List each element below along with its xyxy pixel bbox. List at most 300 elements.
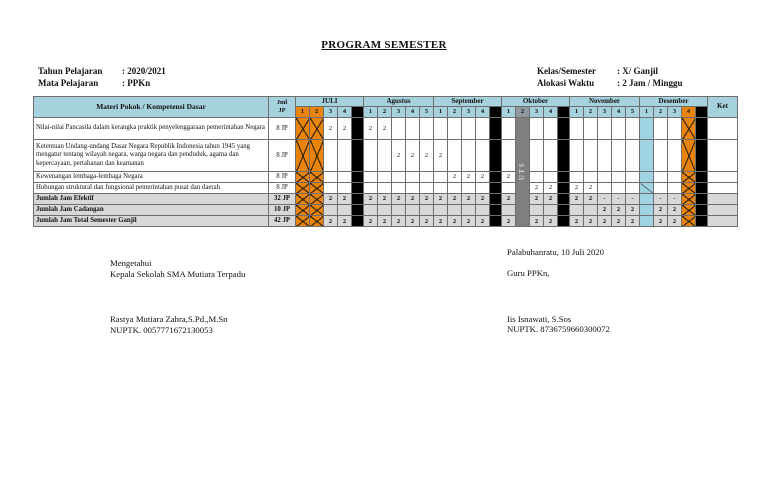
schedule-cell-O1 — [502, 205, 516, 216]
schedule-cell-S3 — [462, 140, 476, 172]
schedule-cell-D2 — [654, 140, 668, 172]
schedule-cell-S1 — [434, 205, 448, 216]
schedule-cell-A4: 2 — [406, 140, 420, 172]
week-header-J1: 1 — [296, 107, 310, 118]
schedule-cell-S3 — [462, 183, 476, 194]
schedule-cell-S4: 2 — [476, 194, 490, 205]
schedule-cell-N4 — [612, 183, 626, 194]
info-block-right — [537, 66, 683, 89]
info-label: Mata Pelajaran — [38, 77, 99, 88]
schedule-cell-J3 — [324, 205, 338, 216]
schedule-cell-J4: 2 — [338, 118, 352, 140]
schedule-cell-O1: 2 — [502, 216, 516, 227]
month-separator — [558, 118, 570, 140]
schedule-cell-A4: 2 — [406, 216, 420, 227]
month-separator — [352, 205, 364, 216]
schedule-cell-A3: 2 — [392, 194, 406, 205]
shaded-week-cell — [640, 183, 654, 194]
schedule-cell-N4 — [612, 140, 626, 172]
info-row-kelas — [537, 66, 683, 78]
schedule-cell-J3: 2 — [324, 216, 338, 227]
schedule-cell-N2 — [584, 140, 598, 172]
schedule-cell-N1 — [570, 118, 584, 140]
schedule-cell-O4: 2 — [544, 183, 558, 194]
row-label: Nilai-nilai Pancasila dalam kerangka praktik penyelenggaraan pemerintahan Negara — [34, 118, 269, 140]
week-header-A4: 4 — [406, 107, 420, 118]
info-row-tahun — [38, 66, 166, 78]
schedule-cell-O1: 2 — [502, 172, 516, 183]
schedule-cell-D2: 2 — [654, 216, 668, 227]
schedule-cell-A4: 2 — [406, 194, 420, 205]
month-separator — [558, 194, 570, 205]
row-jml-jp: 8 JP — [269, 140, 296, 172]
schedule-cell-J3 — [324, 172, 338, 183]
blocked-week-cell — [296, 118, 310, 140]
uts-column — [516, 118, 530, 227]
ket-cell — [708, 183, 738, 194]
schedule-cell-A2 — [378, 183, 392, 194]
schedule-cell-D3 — [668, 172, 682, 183]
schedule-cell-S1: 2 — [434, 194, 448, 205]
blocked-week-cell — [682, 216, 696, 227]
schedule-cell-S2 — [448, 140, 462, 172]
blocked-week-cell — [682, 194, 696, 205]
month-separator — [696, 194, 708, 205]
schedule-cell-A3: 2 — [392, 140, 406, 172]
schedule-cell-O3: 2 — [530, 183, 544, 194]
schedule-cell-O3 — [530, 172, 544, 183]
week-header-N5: 5 — [626, 107, 640, 118]
schedule-cell-N4 — [612, 172, 626, 183]
schedule-cell-O4: 2 — [544, 216, 558, 227]
schedule-cell-A1: 2 — [364, 194, 378, 205]
page-title: PROGRAM SEMESTER — [321, 39, 447, 51]
schedule-cell-N5 — [626, 140, 640, 172]
schedule-cell-O1 — [502, 140, 516, 172]
blocked-week-cell — [296, 183, 310, 194]
schedule-cell-A2 — [378, 205, 392, 216]
blocked-week-cell — [310, 118, 324, 140]
signature-space — [110, 279, 245, 314]
schedule-cell-A5 — [420, 183, 434, 194]
month-separator — [558, 172, 570, 183]
schedule-cell-N5 — [626, 118, 640, 140]
month-separator — [352, 183, 364, 194]
signature-id: NUPTK. 0057771672130053 — [110, 324, 213, 335]
schedule-cell-O4 — [544, 172, 558, 183]
schedule-cell-S1 — [434, 172, 448, 183]
schedule-cell-A1 — [364, 205, 378, 216]
signature-name: Iis Isnawati, S.Sos — [507, 313, 572, 324]
month-separator — [352, 118, 364, 140]
blocked-week-cell — [310, 183, 324, 194]
schedule-cell-O1 — [502, 118, 516, 140]
schedule-cell-D2 — [654, 118, 668, 140]
row-jml-jp: 32 JP — [269, 194, 296, 205]
schedule-cell-N4: 2 — [612, 205, 626, 216]
month-separator — [558, 183, 570, 194]
info-block-left — [38, 66, 166, 89]
schedule-cell-S4: 2 — [476, 216, 490, 227]
blocked-week-cell — [296, 216, 310, 227]
week-header-N1: 1 — [570, 107, 584, 118]
schedule-cell-A3 — [392, 172, 406, 183]
materi-row — [34, 183, 738, 194]
schedule-cell-A5 — [420, 205, 434, 216]
schedule-cell-O4 — [544, 118, 558, 140]
week-header-S2: 2 — [448, 107, 462, 118]
schedule-cell-D2 — [654, 172, 668, 183]
month-separator — [490, 205, 502, 216]
schedule-cell-O1 — [502, 183, 516, 194]
schedule-cell-N3 — [598, 172, 612, 183]
schedule-cell-S4 — [476, 140, 490, 172]
schedule-cell-A1: 2 — [364, 118, 378, 140]
schedule-cell-A4 — [406, 118, 420, 140]
month-separator — [558, 216, 570, 227]
schedule-cell-S1: 2 — [434, 216, 448, 227]
schedule-cell-N3 — [598, 183, 612, 194]
ket-cell — [708, 172, 738, 183]
schedule-cell-N2 — [584, 118, 598, 140]
blocked-week-cell — [682, 172, 696, 183]
schedule-cell-N4: 2 — [612, 216, 626, 227]
signature-space — [507, 258, 610, 269]
ket-cell — [708, 140, 738, 172]
schedule-cell-S4: 2 — [476, 172, 490, 183]
info-label: Alokasi Waktu — [537, 77, 595, 88]
col-header-jml-jp — [269, 97, 296, 118]
month-separator — [696, 140, 708, 172]
month-separator — [490, 107, 502, 118]
program-semester-table — [33, 96, 738, 227]
schedule-cell-J3 — [324, 140, 338, 172]
schedule-cell-S3 — [462, 205, 476, 216]
jml-line2: JP — [278, 107, 286, 114]
shaded-week-cell — [640, 205, 654, 216]
schedule-cell-A1 — [364, 172, 378, 183]
blocked-week-cell — [296, 172, 310, 183]
schedule-cell-S1 — [434, 118, 448, 140]
month-separator — [696, 107, 708, 118]
schedule-cell-N1 — [570, 140, 584, 172]
week-header-A5: 5 — [420, 107, 434, 118]
schedule-cell-N4 — [612, 118, 626, 140]
schedule-cell-J3 — [324, 183, 338, 194]
info-value: : X/ Ganjil — [617, 66, 659, 76]
month-separator — [696, 183, 708, 194]
schedule-cell-S1 — [434, 183, 448, 194]
schedule-cell-N5: 2 — [626, 216, 640, 227]
schedule-cell-S2: 2 — [448, 194, 462, 205]
schedule-cell-N2 — [584, 205, 598, 216]
schedule-cell-S4 — [476, 205, 490, 216]
info-value: : PPKn — [122, 77, 151, 88]
schedule-cell-J4: 2 — [338, 216, 352, 227]
schedule-cell-A3 — [392, 183, 406, 194]
month-separator — [490, 118, 502, 140]
info-value: : 2020/2021 — [122, 66, 166, 76]
week-header-S1: 1 — [434, 107, 448, 118]
schedule-cell-A1 — [364, 183, 378, 194]
week-header-O3: 3 — [530, 107, 544, 118]
week-header-D3: 3 — [668, 107, 682, 118]
blocked-week-cell — [310, 216, 324, 227]
ket-cell — [708, 205, 738, 216]
schedule-cell-N1 — [570, 172, 584, 183]
blocked-week-cell — [682, 183, 696, 194]
schedule-cell-A2 — [378, 140, 392, 172]
blocked-week-cell — [682, 118, 696, 140]
signature-block-right — [507, 247, 610, 335]
month-header-juli: JULI — [296, 97, 364, 107]
month-separator — [696, 205, 708, 216]
shaded-week-cell — [640, 140, 654, 172]
materi-row — [34, 140, 738, 172]
signature-id: NUPTK. 8736759660300072 — [507, 324, 610, 334]
ket-cell — [708, 216, 738, 227]
schedule-cell-N3: 2 — [598, 216, 612, 227]
schedule-cell-N2: 2 — [584, 183, 598, 194]
info-value: : 2 Jam / Minggu — [617, 77, 683, 88]
schedule-cell-O1: 2 — [502, 194, 516, 205]
schedule-cell-A3 — [392, 118, 406, 140]
schedule-cell-O4: 2 — [544, 194, 558, 205]
ket-cell — [708, 194, 738, 205]
week-header-O2: 2 — [516, 107, 530, 118]
month-separator — [696, 118, 708, 140]
row-jml-jp: 8 JP — [269, 183, 296, 194]
blocked-week-cell — [296, 205, 310, 216]
schedule-cell-O3 — [530, 118, 544, 140]
schedule-cell-O3: 2 — [530, 194, 544, 205]
row-label: Ketentuan Undang-undang Dasar Negara Republik Indonesia tahun 1945 yang mengatur tentang wilayah negara, warga negara dan penduduk, agama dan kepercayaan, pertahanan dan keamanan — [34, 140, 269, 172]
schedule-cell-S2: 2 — [448, 216, 462, 227]
blocked-week-cell — [682, 205, 696, 216]
month-header-september: September — [434, 97, 502, 107]
month-separator — [490, 172, 502, 183]
signature-space — [507, 279, 610, 314]
schedule-cell-A2: 2 — [378, 216, 392, 227]
month-separator — [490, 183, 502, 194]
blocked-week-cell — [296, 194, 310, 205]
schedule-cell-S2 — [448, 183, 462, 194]
week-header-D1: 1 — [640, 107, 654, 118]
blocked-week-cell — [310, 205, 324, 216]
row-label: Jumlah Jam Cadangan — [34, 205, 269, 216]
schedule-cell-A5 — [420, 118, 434, 140]
info-row-alokasi — [537, 78, 683, 90]
week-header-A3: 3 — [392, 107, 406, 118]
signature-role: Guru PPKn, — [507, 268, 550, 278]
schedule-cell-D2 — [654, 183, 668, 194]
month-separator — [558, 205, 570, 216]
month-separator — [558, 140, 570, 172]
month-separator — [558, 107, 570, 118]
col-header-ket: Ket — [708, 97, 738, 118]
schedule-cell-D3: 2 — [668, 216, 682, 227]
schedule-cell-A2 — [378, 172, 392, 183]
schedule-cell-S2 — [448, 205, 462, 216]
schedule-cell-S1: 2 — [434, 140, 448, 172]
week-header-S3: 3 — [462, 107, 476, 118]
materi-row — [34, 118, 738, 140]
signature-role: Kepala Sekolah SMA Mutiara Terpadu — [110, 268, 246, 279]
schedule-cell-N1: 2 — [570, 216, 584, 227]
schedule-cell-N5 — [626, 172, 640, 183]
schedule-cell-N5 — [626, 183, 640, 194]
week-header-A1: 1 — [364, 107, 378, 118]
blocked-week-cell — [682, 140, 696, 172]
month-separator — [352, 140, 364, 172]
schedule-cell-A2: 2 — [378, 118, 392, 140]
week-header-N2: 2 — [584, 107, 598, 118]
schedule-cell-N3 — [598, 118, 612, 140]
info-label: Tahun Pelajaran — [38, 66, 103, 76]
schedule-cell-J3: 2 — [324, 194, 338, 205]
ket-cell — [708, 118, 738, 140]
month-header-oktober: Oktober — [502, 97, 570, 107]
row-jml-jp: 42 JP — [269, 216, 296, 227]
signature-place-date: Palabuhanratu, 10 Juli 2020 — [507, 247, 604, 257]
summary-row — [34, 216, 738, 227]
schedule-cell-O3: 2 — [530, 216, 544, 227]
blocked-week-cell — [296, 140, 310, 172]
schedule-cell-D3 — [668, 183, 682, 194]
summary-row — [34, 194, 738, 205]
uts-label: UTS — [517, 161, 526, 181]
month-separator — [696, 172, 708, 183]
schedule-cell-N3: - — [598, 194, 612, 205]
row-jml-jp: 8 JP — [269, 172, 296, 183]
month-separator — [352, 107, 364, 118]
schedule-cell-J4: 2 — [338, 194, 352, 205]
schedule-cell-S3: 2 — [462, 216, 476, 227]
week-header-S4: 4 — [476, 107, 490, 118]
schedule-cell-S2 — [448, 118, 462, 140]
schedule-cell-J4 — [338, 172, 352, 183]
row-label: Kewenangan lembaga-lembaga Negara — [34, 172, 269, 183]
info-row-mapel — [38, 78, 166, 90]
schedule-cell-J3: 2 — [324, 118, 338, 140]
schedule-cell-A2: 2 — [378, 194, 392, 205]
schedule-cell-D2: - — [654, 194, 668, 205]
schedule-cell-N4: - — [612, 194, 626, 205]
schedule-cell-S3 — [462, 118, 476, 140]
week-header-O1: 1 — [502, 107, 516, 118]
schedule-cell-S4 — [476, 118, 490, 140]
week-header-N3: 3 — [598, 107, 612, 118]
schedule-cell-A5: 2 — [420, 140, 434, 172]
week-header-A2: 2 — [378, 107, 392, 118]
schedule-cell-O3 — [530, 205, 544, 216]
schedule-cell-S3: 2 — [462, 194, 476, 205]
month-header-agustus: Agustus — [364, 97, 434, 107]
week-header-O4: 4 — [544, 107, 558, 118]
info-label: Kelas/Semester — [537, 66, 596, 76]
month-separator — [352, 194, 364, 205]
schedule-cell-D3 — [668, 118, 682, 140]
schedule-cell-N5: 2 — [626, 205, 640, 216]
schedule-cell-S3: 2 — [462, 172, 476, 183]
blocked-week-cell — [310, 172, 324, 183]
schedule-cell-A5 — [420, 172, 434, 183]
shaded-week-cell — [640, 194, 654, 205]
schedule-cell-O4 — [544, 205, 558, 216]
month-separator — [352, 216, 364, 227]
week-header-J4: 4 — [338, 107, 352, 118]
schedule-cell-D3: - — [668, 194, 682, 205]
shaded-week-cell — [640, 118, 654, 140]
row-jml-jp: 10 JP — [269, 205, 296, 216]
row-label: Jumlah Jam Efektif — [34, 194, 269, 205]
schedule-cell-D2: 2 — [654, 205, 668, 216]
schedule-cell-A3: 2 — [392, 216, 406, 227]
row-label: Hubungan struktural dan fungsional pemerintahan pusat dan daerah — [34, 183, 269, 194]
summary-row — [34, 205, 738, 216]
schedule-cell-A4 — [406, 183, 420, 194]
week-header-J3: 3 — [324, 107, 338, 118]
schedule-cell-N2 — [584, 172, 598, 183]
schedule-cell-A1: 2 — [364, 216, 378, 227]
month-separator — [352, 172, 364, 183]
month-separator — [490, 194, 502, 205]
schedule-cell-A3 — [392, 205, 406, 216]
schedule-cell-N1 — [570, 205, 584, 216]
schedule-cell-S4 — [476, 183, 490, 194]
signature-block-left — [110, 258, 245, 335]
schedule-cell-A5: 2 — [420, 216, 434, 227]
schedule-cell-O4 — [544, 140, 558, 172]
schedule-cell-J4 — [338, 205, 352, 216]
week-header-D2: 2 — [654, 107, 668, 118]
week-header-N4: 4 — [612, 107, 626, 118]
schedule-cell-N1: 2 — [570, 194, 584, 205]
schedule-cell-N5: - — [626, 194, 640, 205]
row-label: Jumlah Jam Total Semester Ganjil — [34, 216, 269, 227]
blocked-week-cell — [310, 140, 324, 172]
schedule-cell-J4 — [338, 140, 352, 172]
month-separator — [490, 216, 502, 227]
shaded-week-cell — [640, 216, 654, 227]
schedule-cell-A1 — [364, 140, 378, 172]
schedule-cell-N3 — [598, 140, 612, 172]
schedule-cell-N2: 2 — [584, 194, 598, 205]
month-header-november: November — [570, 97, 640, 107]
schedule-cell-J4 — [338, 183, 352, 194]
week-header-J2: 2 — [310, 107, 324, 118]
schedule-cell-O3 — [530, 140, 544, 172]
jml-line1: Jml — [276, 99, 288, 107]
schedule-cell-S2: 2 — [448, 172, 462, 183]
schedule-cell-A4 — [406, 172, 420, 183]
schedule-cell-D3: 2 — [668, 205, 682, 216]
month-separator — [490, 140, 502, 172]
shaded-week-cell — [640, 172, 654, 183]
schedule-cell-A4 — [406, 205, 420, 216]
schedule-cell-N3: 2 — [598, 205, 612, 216]
month-header-desember: Desember — [640, 97, 708, 107]
schedule-cell-A5: 2 — [420, 194, 434, 205]
schedule-cell-N1: 2 — [570, 183, 584, 194]
signature-name: Rastya Mutiara Zahra,S.Pd.,M.Sn — [110, 314, 228, 324]
week-header-D4: 4 — [682, 107, 696, 118]
month-separator — [696, 216, 708, 227]
signature-pre: Mengetahui — [110, 258, 152, 268]
schedule-cell-D3 — [668, 140, 682, 172]
row-jml-jp: 8 JP — [269, 118, 296, 140]
col-header-materi: Materi Pokok / Kompetensi Dasar — [34, 97, 269, 118]
